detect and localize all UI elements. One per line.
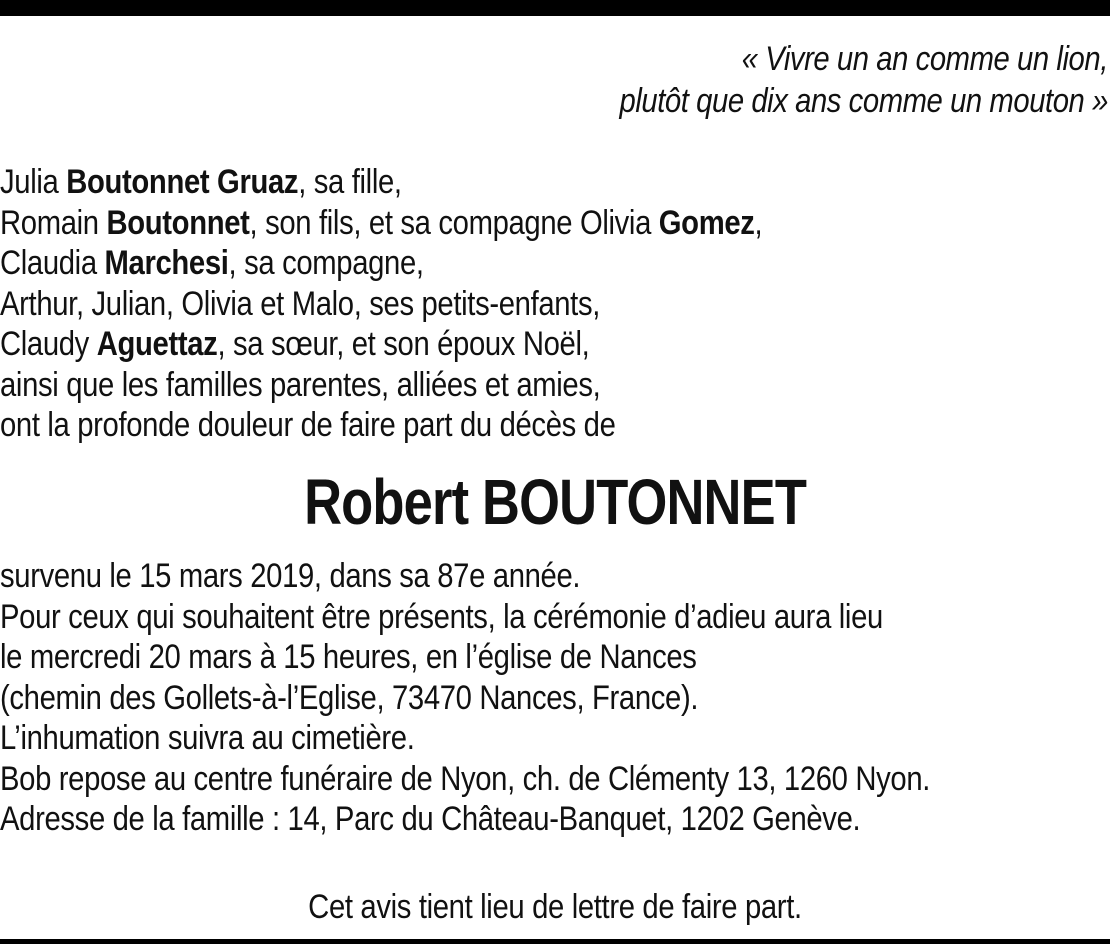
- closing-text: Cet avis tient lieu de lettre de faire part.: [308, 888, 802, 926]
- family-text: ainsi que les familles parentes, alliées et amies,: [0, 365, 601, 404]
- details-line: survenu le 15 mars 2019, dans sa 87e année.: [0, 557, 581, 595]
- family-text: , sa fille,: [298, 163, 402, 201]
- quote-line-1: « Vivre un an comme un lion,: [741, 40, 1108, 78]
- deceased-name: Robert BOUTONNET: [304, 466, 806, 538]
- family-text: Claudia: [0, 244, 105, 282]
- family-text: ont la profonde douleur de faire part du décès de: [0, 406, 616, 444]
- quote-line-2: plutôt que dix ans comme un mouton »: [619, 82, 1108, 120]
- family-line: [0, 405, 762, 446]
- top-border-rule: [0, 0, 1110, 16]
- details-line: L’inhumation suivra au cimetière.: [0, 719, 415, 757]
- family-text: Romain: [0, 203, 107, 242]
- family-text: ,: [754, 203, 763, 242]
- family-line: [0, 284, 762, 325]
- family-line: [0, 365, 762, 406]
- family-announcement: [0, 162, 762, 446]
- details-line: Pour ceux qui souhaitent être présents, la cérémonie d’adieu aura lieu: [0, 597, 883, 636]
- family-surname: Boutonnet Gruaz: [66, 163, 299, 201]
- family-line: [0, 324, 762, 365]
- family-text: , son fils, et sa compagne Olivia: [249, 203, 659, 242]
- family-line: [0, 162, 762, 203]
- family-surname: Boutonnet: [106, 203, 250, 242]
- family-text: , sa compagne,: [228, 244, 424, 282]
- closing-note: [0, 886, 1110, 928]
- family-text: Arthur, Julian, Olivia et Malo, ses petits-enfants,: [0, 284, 601, 323]
- details-line: le mercredi 20 mars à 15 heures, en l’église de Nances: [0, 638, 697, 676]
- epigraph-quote: [620, 38, 1108, 122]
- family-surname: Marchesi: [104, 244, 229, 282]
- family-text: Claudy: [0, 325, 97, 363]
- ceremony-details: [0, 556, 930, 840]
- family-line: [0, 203, 762, 244]
- bottom-border-rule: [0, 939, 1110, 944]
- details-line: (chemin des Gollets-à-l’Eglise, 73470 Nances, France).: [0, 678, 699, 717]
- family-surname: Gomez: [658, 203, 755, 242]
- family-line: [0, 243, 762, 284]
- details-line: Adresse de la famille : 14, Parc du Château-Banquet, 1202 Genève.: [0, 800, 861, 838]
- details-line: Bob repose au centre funéraire de Nyon, ch. de Clémenty 13, 1260 Nyon.: [0, 759, 931, 798]
- family-text: , sa sœur, et son époux Noël,: [217, 325, 590, 363]
- deceased-name-heading: [0, 462, 1110, 542]
- family-text: Julia: [0, 163, 67, 201]
- family-surname: Aguettaz: [96, 325, 218, 363]
